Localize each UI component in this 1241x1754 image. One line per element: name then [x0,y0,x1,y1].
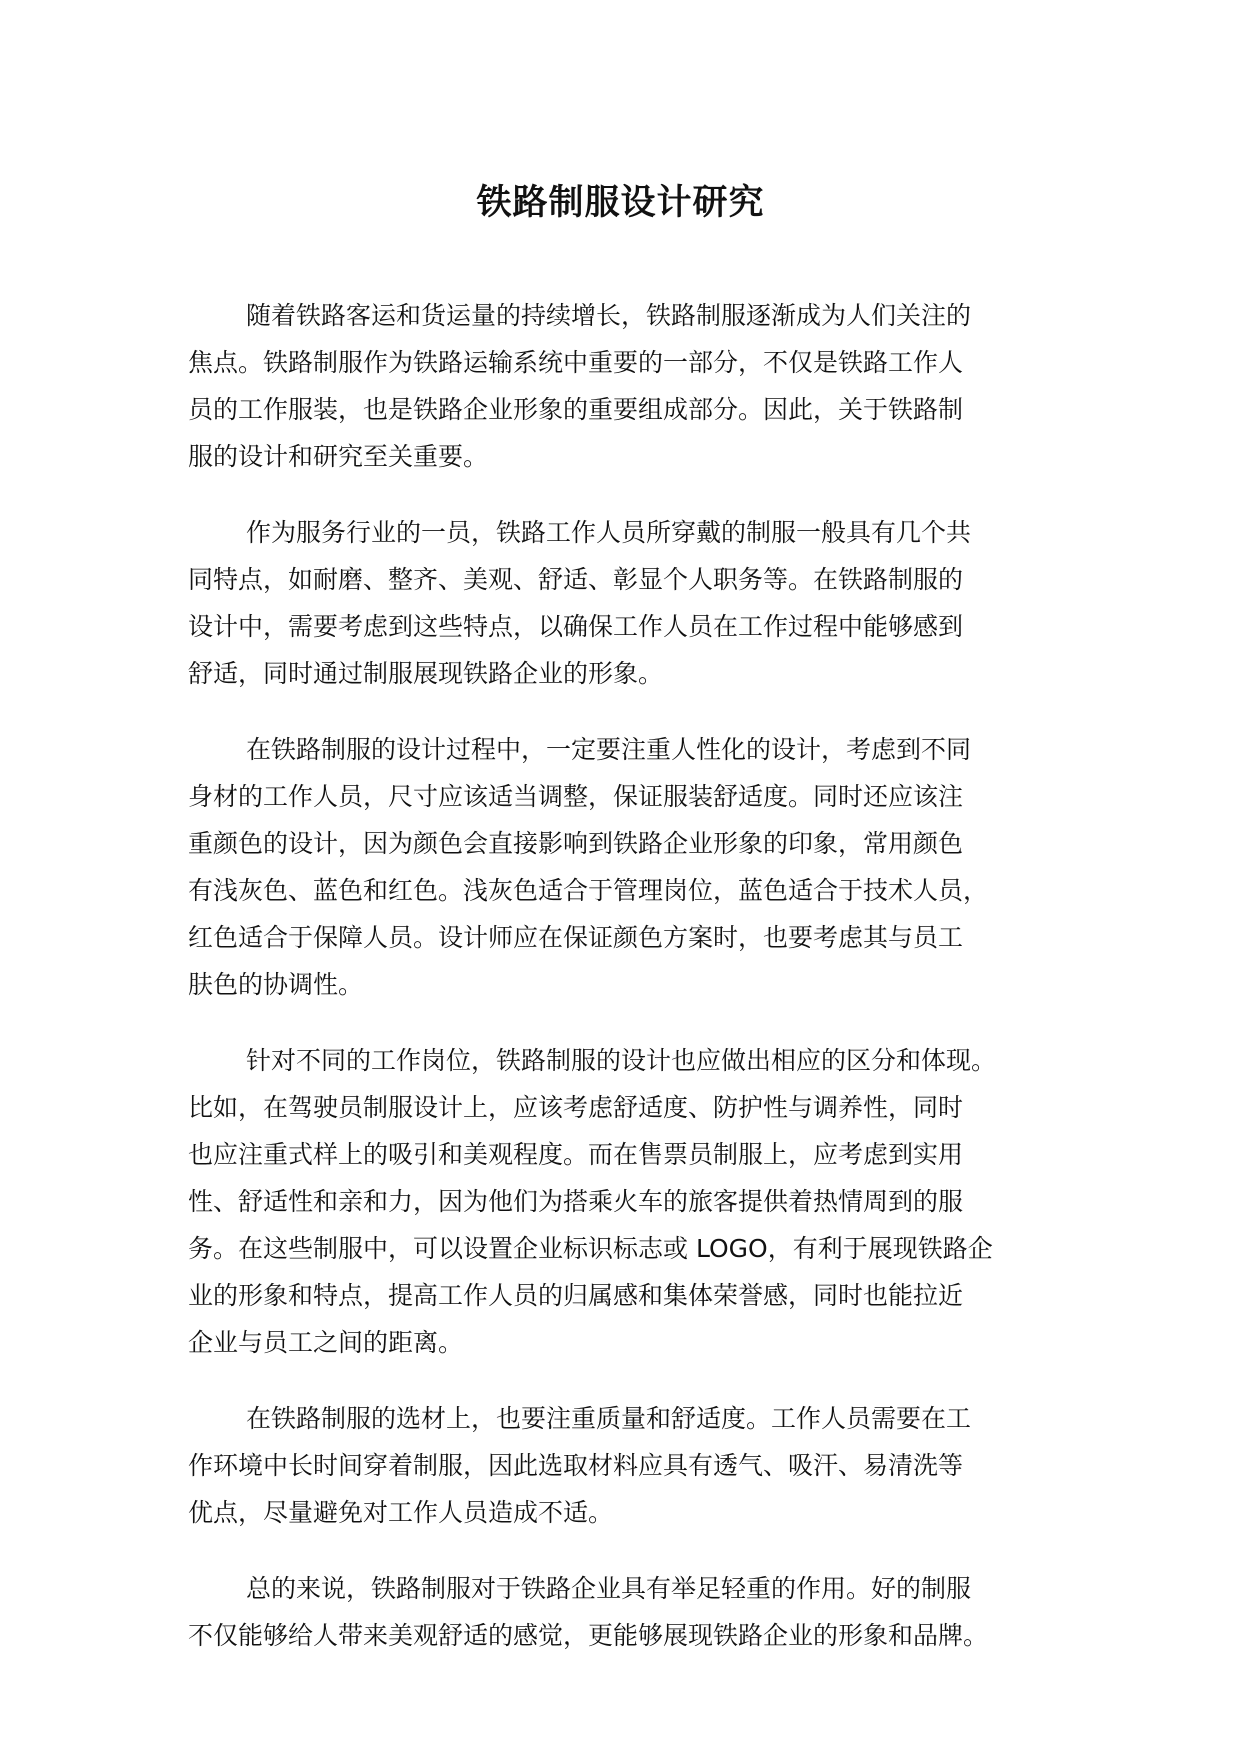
paragraph-line: 重颜色的设计，因为颜色会直接影响到铁路企业形象的印象，常用颜色 [188,829,964,858]
paragraph-4 [188,1037,1068,1366]
paragraph-line: 作环境中长时间穿着制服，因此选取材料应具有透气、吸汗、易清洗等 [188,1451,964,1480]
paragraph-line: 不仅能够给人带来美观舒适的感觉，更能够展现铁路企业的形象和品牌。 [188,1621,989,1650]
paragraph-line: 优点，尽量避免对工作人员造成不适。 [188,1498,614,1527]
document-title: 铁路制服设计研究 [476,183,765,223]
paragraph-line: 肤色的协调性。 [188,970,364,999]
document-body [188,292,1068,1688]
paragraph-line: 务。在这些制服中，可以设置企业标识标志或 LOGO，有利于展现铁路企 [188,1234,993,1263]
paragraph-line: 红色适合于保障人员。设计师应在保证颜色方案时，也要考虑其与员工 [188,923,964,952]
paragraph-line: 业的形象和特点，提高工作人员的归属感和集体荣誉感，同时也能拉近 [188,1281,964,1310]
paragraph-3 [188,726,1068,1008]
paragraph-line: 性、舒适性和亲和力，因为他们为搭乘火车的旅客提供着热情周到的服 [188,1187,964,1216]
paragraph-line: 舒适，同时通过制服展现铁路企业的形象。 [188,659,664,688]
paragraph-6 [188,1565,1068,1659]
paragraph-line: 有浅灰色、蓝色和红色。浅灰色适合于管理岗位，蓝色适合于技术人员， [188,876,989,905]
paragraph-line: 比如，在驾驶员制服设计上，应该考虑舒适度、防护性与调养性，同时 [188,1093,964,1122]
paragraph-line: 焦点。铁路制服作为铁路运输系统中重要的一部分，不仅是铁路工作人 [188,348,964,377]
paragraph-line: 在铁路制服的选材上，也要注重质量和舒适度。工作人员需要在工 [246,1404,972,1433]
paragraph-line: 企业与员工之间的距离。 [188,1328,464,1357]
paragraph-line: 设计中，需要考虑到这些特点，以确保工作人员在工作过程中能够感到 [188,612,964,641]
paragraph-line: 同特点，如耐磨、整齐、美观、舒适、彰显个人职务等。在铁路制服的 [188,565,964,594]
paragraph-2 [188,509,1068,697]
paragraph-line: 也应注重式样上的吸引和美观程度。而在售票员制服上，应考虑到实用 [188,1140,964,1169]
paragraph-line: 员的工作服装，也是铁路企业形象的重要组成部分。因此，关于铁路制 [188,395,964,424]
paragraph-line: 针对不同的工作岗位，铁路制服的设计也应做出相应的区分和体现。 [246,1046,997,1075]
paragraph-1 [188,292,1068,480]
paragraph-line: 在铁路制服的设计过程中，一定要注重人性化的设计，考虑到不同 [246,735,972,764]
paragraph-5 [188,1395,1068,1536]
paragraph-line: 随着铁路客运和货运量的持续增长，铁路制服逐渐成为人们关注的 [246,301,972,330]
paragraph-line: 服的设计和研究至关重要。 [188,442,489,471]
paragraph-line: 身材的工作人员，尺寸应该适当调整，保证服装舒适度。同时还应该注 [188,782,964,811]
paragraph-line: 总的来说，铁路制服对于铁路企业具有举足轻重的作用。好的制服 [246,1574,972,1603]
paragraph-line: 作为服务行业的一员，铁路工作人员所穿戴的制服一般具有几个共 [246,518,972,547]
